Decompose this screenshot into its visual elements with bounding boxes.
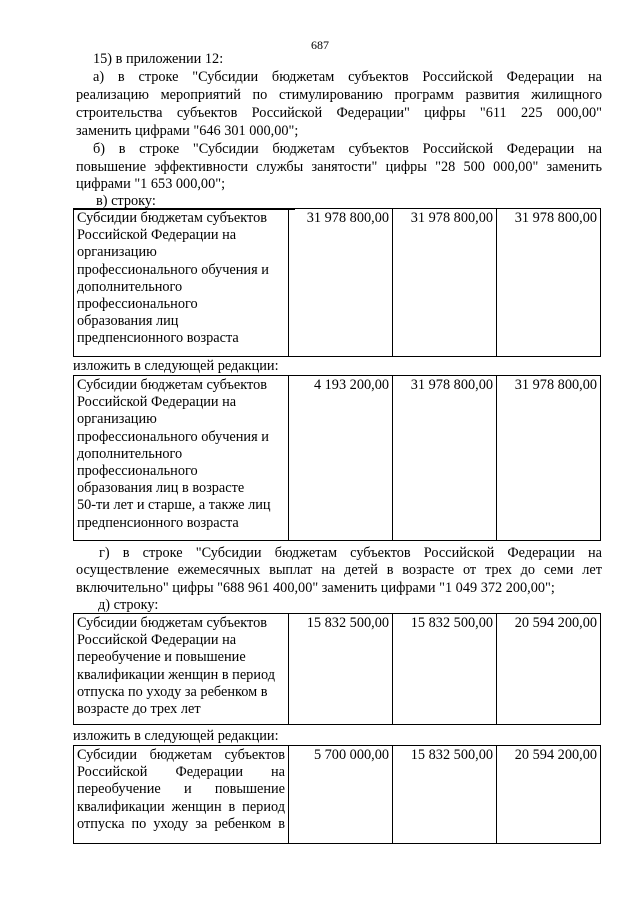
replace-label-2: изложить в следующей редакции: — [73, 728, 279, 744]
table-cell-value-1: 5 700 000,00 — [289, 746, 393, 844]
table-new-row-2 — [73, 745, 601, 844]
table-cell-value-3: 31 978 800,00 — [497, 376, 601, 541]
table-cell-value-2: 15 832 500,00 — [393, 746, 497, 844]
table-row — [74, 376, 601, 541]
paragraph-b-line-1: б) в строке "Субсидии бюджетам субъектов Российской Федерации на — [93, 141, 602, 157]
paragraph-a-line-3: строительства субъектов Российской Федерации" цифры "611 225 000,00" — [76, 105, 602, 121]
table-row — [74, 209, 601, 357]
table-cell-name: Субсидии бюджетам субъектов Российской Федерации на организацию профессионального обучения и дополнительного профессионального образования лиц в возрасте 50-ти лет и старше, а также лиц предпенсионного возраста — [74, 376, 289, 541]
table-cell-value-3: 31 978 800,00 — [497, 209, 601, 357]
label-v-row: в) строку: — [96, 193, 156, 209]
table-cell-value-2: 31 978 800,00 — [393, 376, 497, 541]
table-cell-name: Субсидии бюджетам субъектов Российской Федерации на переобучение и повышение квалификации женщин в период отпуска по уходу за ребенком в — [74, 746, 289, 844]
label-d-row: д) строку: — [98, 597, 159, 613]
table-cell-value-3: 20 594 200,00 — [497, 746, 601, 844]
table-cell-value-2: 15 832 500,00 — [393, 614, 497, 725]
table-cell-value-3: 20 594 200,00 — [497, 614, 601, 725]
page-number: 687 — [311, 38, 329, 52]
item-15-heading: 15) в приложении 12: — [93, 51, 224, 67]
table-row — [74, 746, 601, 844]
paragraph-g-line-1: г) в строке "Субсидии бюджетам субъектов Российской Федерации на — [99, 545, 602, 561]
paragraph-g-line-2: осуществление ежемесячных выплат на детей в возрасте от трех до семи лет — [76, 562, 602, 578]
paragraph-a-line-1: а) в строке "Субсидии бюджетам субъектов Российской Федерации на — [93, 69, 602, 85]
paragraph-g-line-3: включительно" цифры "688 961 400,00" заменить цифрами "1 049 372 200,00"; — [76, 580, 555, 596]
table-cell-name: Субсидии бюджетам субъектов Российской Федерации на организацию профессионального обучения и дополнительного профессионального образования лиц предпенсионного возраста — [74, 209, 289, 357]
paragraph-a-line-4: заменить цифрами "646 301 000,00"; — [76, 123, 299, 139]
paragraph-a-line-2: реализацию мероприятий по стимулированию программ развития жилищного — [76, 87, 602, 103]
paragraph-b-line-3: цифрами "1 653 000,00"; — [76, 176, 226, 192]
table-original-row-1 — [73, 208, 601, 357]
replace-label-1: изложить в следующей редакции: — [73, 358, 279, 374]
table-row — [74, 614, 601, 725]
table-cell-name: Субсидии бюджетам субъектов Российской Федерации на переобучение и повышение квалификации женщин в период отпуска по уходу за ребенком в возрасте до трех лет — [74, 614, 289, 725]
table-new-row-1 — [73, 375, 601, 541]
paragraph-b-line-2: повышение эффективности службы занятости" цифры "28 500 000,00" заменить — [76, 159, 602, 175]
table-cell-value-1: 15 832 500,00 — [289, 614, 393, 725]
table-original-row-2 — [73, 613, 601, 725]
table-cell-value-1: 4 193 200,00 — [289, 376, 393, 541]
table-cell-value-2: 31 978 800,00 — [393, 209, 497, 357]
table-cell-value-1: 31 978 800,00 — [289, 209, 393, 357]
